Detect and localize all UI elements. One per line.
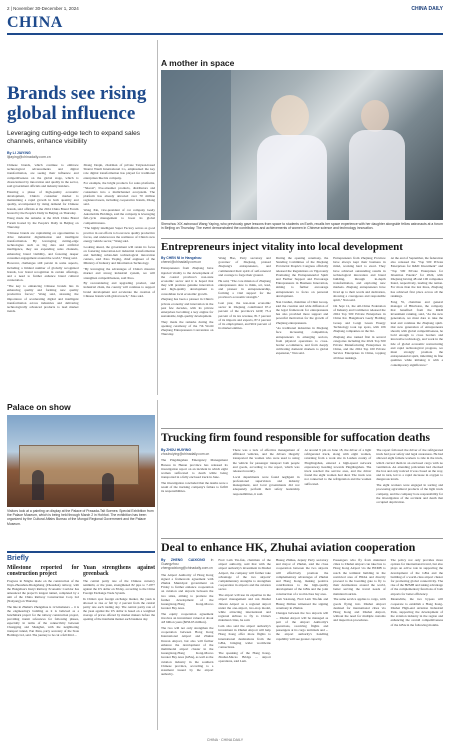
lead-byline	[7, 151, 155, 159]
lead-col-1	[7, 163, 79, 391]
deal-col-4	[333, 558, 385, 734]
deal-paragraph: The same service applies to cargo, with goods flying into Zhuhai Airport destined for international cities via Hong Kong and Zhuhai Airport, without the need for multiple customs and inspection procedures.	[333, 597, 386, 623]
brief-paragraph: Progress in Ningbo made on the construction of the Jinyu-Zhoushan-Zhongshang (Zhoushan) railway, with the Hangzhou's Kuiyi Railway Economic Corridor has announced the project's longest tunnel, completed by a unit of the China Railway Construction Corp Ltd (Nanyang) on Thursday.	[7, 579, 79, 604]
entrepreneurs-paragraph: At the end of September, the federation also released the "Top 500 Private Enterprises for R&D Investment" and "Top 500 Private Enterprises for Invention Patents" for 2024, with Zhejiang having 48 and 106 companies listed, respectively, leading the nation. For more than the last three, Zhejiang has achieved first place across all the rankings.	[390, 256, 443, 298]
deal-paragraph: Changes between the two airports will ... Zhuhai Airport will be managed as part of the Airport Authority's operations, receiving flights and passengers at its cargo terminals and ... the airport authority's handling capability will see greater capacity.	[275, 611, 329, 641]
entrepreneurs-paragraph: Wang Hao, Party secretary and governor of Zhejiang, praised Zhejiang's entrepreneurs, and commended their spirit of self-renewal and courage to forge their ground.	[218, 256, 271, 277]
entrepreneurs-paragraph: They made the remarks during the opening ceremony of the 7th World Zhejiang Entrepreneurs Convention on Thursday.	[161, 319, 214, 337]
lead-paragraph: Entering a phase of high-quality economic development, China's consumer market is maintaining a rapid growth in both quantity and quality, accompanied by rising demand for Chinese brands, said officials at the 2024 China Brand Forum hosted by the People's Daily in Beijing on Thursday.	[7, 189, 79, 215]
deal-story	[161, 558, 443, 734]
trucking-headline: Trucking firm found responsible for suffocation deaths	[161, 432, 430, 444]
issue-date: 2 | November 30-December 1, 2024	[7, 6, 79, 11]
lead-paragraph: Looking ahead, the government will retain its focus on fostering innovation-led industrial transformation and building urban-hub technological innovation centers, said Xiao Yaqing, chief engineer of the Ministry of Industry and Information Technology.	[83, 244, 155, 266]
entrepreneurs-paragraph: Feng Yi, chairman and general manager of Hikvision, the company that benefited from the R&D investment ranking, said, "As the new generation, we must dare to take the lead and continue the Zhejiang spirit. Our new generation of entrepreneurs should, with global competitiveness, be bold enough to cross borders and innovative technology, and work in the tide of global economic restructuring and rapid technological progress, we must strongly promote the entrepreneurial spirit, inheriting its fine qualities while imbuing it with a contemporary significance."	[390, 299, 443, 367]
section-rule	[7, 33, 443, 35]
trucking-paragraph: The eight workers were engaged in sorting and processing agricultural products of the light truck company, and the company bore responsibility for the investigation of the accident and death that occupied deprivation.	[376, 483, 443, 504]
lead-byline-name: By LI JIAYING	[7, 151, 31, 155]
entrepreneurs-col-1	[161, 256, 213, 396]
lead-col-2	[84, 163, 156, 391]
briefly-body	[7, 562, 155, 734]
visitor-silhouette	[32, 470, 44, 500]
trucking-col-4	[376, 448, 443, 536]
page-footer: CHINA · CHINA DAILY	[206, 738, 244, 742]
entrepreneurs-col-5	[391, 256, 443, 396]
lead-paragraph: Wang made the remarks at the 2024 China Brand Forum hosted by the People's Daily in Beijing on Thursday.	[7, 216, 79, 229]
briefly-label: Briefly	[7, 551, 155, 562]
deal-byline	[161, 558, 213, 571]
trucking-paragraph: At around 9 pm on June 18, the driver of a light refrigerated truck, along with eight women, returning from a work site in Lushan county of Pingdingshan, entered a high-speed network expressway heading towards Pingdingshan. The truck reached the service area, and the driver found the eight women had died. The truck was not connected to the refrigeration and the women suffocated.	[304, 448, 372, 486]
lead-story	[7, 38, 155, 391]
entrepreneurs-paragraph: Last year, the non-state economic sector in Zhejiang contributed 67.2 percent of the province's GDP, 73.4 percent of its tax revenue, 81.7 percent of its imports and exports, 87.2 percent of its employment, and 96.9 percent of its market entities.	[218, 301, 271, 331]
deal-byline-email: zhengcaixiong@chinadaily.com.cn	[161, 566, 213, 571]
entrepreneurs-paragraph: During the opening ceremony, the Standing Committee of the Zhejiang Provincial People's Congress officially released the Regulations on Vigorously Promoting the Entrepreneurial Spirit and Further Support and Encourage Entrepreneurs in Business Innovation, aiming to further encourage entrepreneurs to focus on personal development.	[275, 256, 329, 298]
lead-paragraph: "The key to enhancing Chinese brands lies in enhancing quality and forming new quality productive forces," Wang said, stressing the importance of accelerating digital and intelligent transformation across industries and delivering technologically advanced products to lead market trends.	[7, 283, 79, 314]
entrepreneurs-paragraph: He said, "The core mission of Zhejiang entrepreneurs dare to think, act, lead, and pioneer in entrepreneurship, forming a vital support for the province's economic strength."	[218, 278, 271, 300]
brief-paragraph: In China's spot foreign exchange market, the yuan is allowed to rise or fall by 2 percent from the central parity rate each trading day. The central parity rate of the yuan against the US dollar is based on a weighted average of prices offered by market makers before the opening of the interbank market each business day.	[83, 596, 155, 621]
lead-paragraph: "Chinese brands are capitalizing on opportunities to drive industrial digitalization and intelligent transformation. By leveraging cutting-edge technologies such as big data and artificial intelligence, they are expanding sales channels, enhancing brand visibility, and fostering deeper consumer engagement around the world," Wang said.	[7, 230, 79, 260]
entrepreneurs-col-3	[276, 256, 328, 396]
lead-paragraph: Chinese brands, which continue to embrace technological advancements and digital transformation, are seeing their influence and competitiveness on the global stage, which is characterized by innovation and quality in the sector, said government officials and industry insiders.	[7, 163, 79, 189]
entrepreneurs-body	[161, 256, 443, 396]
briefly-col-1	[7, 562, 79, 734]
photo-figure-head	[271, 95, 309, 137]
trucking-body	[161, 448, 443, 536]
mother-label: A mother in space	[161, 58, 235, 68]
palace-caption: Visitors look at a painting on display at the Palace of Prasada-Tsit Scenes: Special Exhibition from the Palace Museum, which is being held through March 2 in Hohhot. The exhibition has been organized by the Cultural Affairs Bureau of the Mongol Regional Government and the Palace Museum.	[7, 509, 154, 526]
masthead	[7, 4, 443, 13]
deal-paragraph: The two will not only strengthen the cooperation between Hong Kong International Airport and Zhuhai Jinwan Airport, but also will further enhance the development of the multimodal airport cluster in the Guangdong-Hong Kong-Macao Greater Bay Area (GBA), as well as the aviation industry in the southern Chinese province, according to a statement issued by the airport authority.	[161, 626, 214, 677]
brief-headline: Milestone reported for construction project	[7, 565, 79, 578]
section-title: CHINA	[7, 14, 63, 31]
lead-paragraph: For example, the bright products for sales platforms, "Shaoxi", live-streamer products, distributors and consumers into a multichannel ecosystem. The platform has already attracted over 70 million registered users, including cooperative brands, Zhang said.	[83, 181, 155, 207]
trucking-col-2	[233, 448, 300, 536]
briefly-section	[7, 551, 155, 734]
deal-body	[161, 558, 443, 734]
entrepreneurs-byline	[161, 256, 213, 264]
deal-paragraph: Lam Sai-hung, Fred Lam Tin-fuk and Huang Zhihua witnessed the signing ceremony in Zhuhai.	[275, 597, 329, 610]
entrepreneurs-paragraph: Zhejiang also ranked first in several categories including the 2024 Top 500 Private Manufacturing Enterprises in China, and the 2024 Top 100 Private Service Enterprises in China, topping all three rankings.	[333, 334, 386, 360]
mother-caption: Shenzhou XIX astronaut Wang Yaping, who previously gave lessons from space to students on Earth, recalls her space experience with her daughter alongside fellow astronauts at a forum in Beijing on Thursday. The event demonstrated the contributions and achievements of women in Chinese science and technology innovation.	[161, 222, 443, 231]
trucking-byline	[161, 448, 228, 456]
lead-paragraph: Wang Xin, vice-president of car company Geely Automobile Holdings, said the company is leveraging full-cycle management to boost its global competitiveness.	[83, 208, 155, 225]
deal-paragraph: The speaking of the Hong Kong-Zhuhai-Macao Bridge ... airport operations, said Lam.	[218, 650, 271, 664]
visitor-silhouette-2	[102, 473, 114, 501]
deal-paragraph: The equity cooperation agreement involves an investment valued at about 4.8 billion yuan ($656.65 million).	[161, 611, 214, 625]
photo-figure-head-2	[361, 100, 389, 132]
deal-paragraph: Passengers who fly from mainland cities to Zhuhai Airport can take bus to Hong Kong Airport via the HZMB to reach the terminal building in the restricted area of HKIA and directly proceed to the boarding gate to fly to their destinations around the world, better serving the travel needs of mainland tourists.	[333, 558, 386, 596]
entrepreneurs-col-2	[218, 256, 270, 396]
briefly-col-2	[83, 562, 155, 734]
deal-col-2	[218, 558, 270, 734]
palace-label: Palace on show	[7, 402, 71, 412]
trucking-col-1	[161, 448, 228, 536]
entrepreneurs-byline-name: By CHEN NI in Hangzhou	[161, 256, 202, 260]
entrepreneurs-headline: Entrepreneurs inject vitality into local development	[161, 241, 403, 253]
deal-headline: Deal to enhance HK, Zhuhai aviation cooperation	[161, 540, 416, 554]
entrepreneurs-paragraph: "As traditional industries in Zhejiang face increasing competition, entrepreneurs in emerging sectors, from physical operations to cross-border e-commerce, and from deeply cultivating domestic markets to global expansion," Nan said.	[275, 326, 329, 356]
column-divider	[157, 40, 158, 395]
deal-byline-location: in Guangzhou	[161, 558, 214, 567]
deal-paragraph: The Airport Authority of Hong Kong signed a framework agreement with Zhuhai Municipal government on Friday to further enhance cooperation on aviation and airports between the two sides, aiming to promote the further development of the Guangdong-Hong Kong-Macao Greater Bay Area.	[161, 572, 214, 611]
photo-figure-suit	[257, 135, 327, 220]
photo-figure-suit-2	[349, 130, 405, 220]
trucking-paragraph: The report followed the driver of the refrigerated truck had poor safety and legal awareness. He had allowed eight female workers to ride in the truck, which carried them in an enclosed cargo with no ventilation. An attending policeman had checked the box and only noticed it was closed on the way, and in turn, led to a rapid decrease in oxygen to dangerous levels.	[376, 448, 443, 482]
entrepreneurs-paragraph: Zhejiang has been a pioneer in China's private economy and innovation in the past few decades, with its private enterprises becoming a key engine for sustainable, high-quality development.	[161, 297, 214, 319]
trucking-byline-email: zhouhuiying@chinadaily.com.cn	[161, 452, 210, 457]
divider	[161, 538, 443, 539]
trucking-col-3	[305, 448, 372, 536]
brief-paragraph: The line in Zhuhai's Zhengzhou is 12 kilometers ... it is the engineering's building as it is believed as a benchmark project for the railway construction project, providing transit references for following phases, especially in terms of the connectivity between Chongqing and Shanghai, with the neighboring transport tunnel, Pan Xinu, party secretary of the State Holdings Ltd, said. The journey to be cut a full third ...	[7, 604, 79, 637]
entrepreneurs-paragraph: Entrepreneurs from Zhejiang Province have always kept their business in mind, working hard to excel. They have achieved outstanding results in technological innovation and brand building, through in-depth transformation, and exploring new markets. Zhejiang entrepreneurs have lived up to their words and dedication, showing a courageous and responsible spirit," Nan said.	[333, 256, 386, 303]
entrepreneurs-story	[161, 256, 443, 396]
deal-paragraph: The airport will use its expertise in the airport management and run Zhuhai Jinwan Airport as a regional airport under the one-airport, two-stop model, while attracting international and regional airlines to fly to China's mainland cities, he said.	[218, 593, 271, 623]
deal-paragraph: Lam also said the airport authority's investment in Zhuhai Airport will help Hong Kong offer more flights to international destinations from the GBA, bringing wider worldwide connections.	[218, 624, 271, 650]
deal-paragraph: The policy not only provides more options for international travel, but also plays an active role in supporting the development of the GBA and the building of a world-class airport cluster for promoting global connectivity. The rise of the HZMB and taking advantage of the complementary functions of both airports for better efficiency.	[390, 558, 443, 596]
divider	[161, 428, 443, 429]
lead-paragraph: By reconsidering and upgrading product, and industrial chain, the country will continue to support brand development and accelerate the creation of Chinese brands with global reach," Xiao said.	[83, 281, 155, 298]
deal-byline-name: By ZHENG CAIXIONG	[161, 558, 206, 562]
astronaut-photo	[161, 70, 443, 220]
publication-name: CHINA DAILY	[411, 5, 443, 12]
palace-photo	[7, 415, 155, 507]
trucking-paragraph: Local departments were found negligent in professional supervision and industry management, and local governments did not adequately perform their safety leadership responsibilities, it said.	[232, 474, 300, 496]
entrepreneurs-byline-email: chenni@chinadaily.com.cn	[161, 260, 202, 265]
lead-paragraph: However, challenges still persist in some aspects, including a limited number of globally recognized brands, low brand recognition in certain offerings, and a need to further enhance brand cultural connotation.	[7, 261, 79, 283]
trucking-paragraph: There was a lack of effective management of affiliated vehicles, and the drivers illegally transported the women who were used to using the vehicle for passenger transport both people and goods, according to the report, which was released recently.	[232, 448, 300, 474]
entrepreneurs-paragraph: Entrepreneurs from Zhejiang have injected vitality to the development of the coastal province's non-state economic sector and it is hoped that they will promote genuine innovation and high-quality development to consolidate local economic growth.	[161, 266, 214, 296]
lead-paragraph: Zhang Deqin, chairman of private Taiyuan-based Shanxi Wanli International Co, emphasized the key role digital transformation has played for traditional enterprises like his company.	[83, 163, 155, 180]
entrepreneurs-paragraph: Nan Cunhui, chairman of Chint Group, said the creation and wide diffusion of the legal framework for entrepreneurs has also provided more support and powerful motivation for the growth of Zhejiang entrepreneurs.	[275, 299, 329, 325]
trucking-story	[161, 448, 443, 536]
deal-paragraph: Huang Zhihua, deputy Party secretary and mayor of Zhuhai, said the close cooperation between the two airports will effectively promote the complementary advantages of Zhuhai and Hong Kong, making positive contributions to the high-quality development of the GBA and the joint construction of a world-class bay area.	[275, 558, 329, 596]
deal-paragraph: Fred Lam Tin-fuk, chairman of the airport authority, said that with the airport authority's investment in Zhuhai Airport, the company will further take advantage of the two airports' complementary strengths to strengthen cooperation in airports and the aviation sector.	[218, 558, 271, 592]
column-divider	[157, 400, 158, 730]
entrepreneurs-paragraph: On Sept 12, the All-China Federation of Industry and Commerce released the 2024 Top 500 Private Enterprises in China list. Hangzhou's Geely Holding Group and Longi Green Energy Technology took top spots, with 106 Zhejiang companies on the list.	[333, 303, 386, 333]
divider	[161, 238, 443, 239]
lead-byline-email: lijiaying@chinadaily.com.cn	[7, 155, 51, 159]
deal-col-1	[161, 558, 213, 734]
deal-col-5	[391, 558, 443, 734]
entrepreneurs-col-4	[333, 256, 385, 396]
trucking-paragraph: The Pingdingshan Emergency Management Bureau in Henan province has released its investigation report on an incident in which eight women suffocated to death while being transported in a fully enclosed truck in June.	[161, 458, 228, 480]
lead-deck: Leveraging cutting-edge tech to expand sales channels, enhance visibility	[7, 130, 141, 145]
trucking-paragraph: The investigation concluded that the deaths were a result of the trucking company's failure to fulfill its responsibilities.	[161, 480, 228, 494]
brief-headline: Yuan strengthens against greenback	[83, 565, 155, 578]
deal-col-3	[276, 558, 328, 734]
lead-body	[7, 163, 155, 391]
lead-headline: Brands see rising global influence	[7, 83, 147, 124]
brief-paragraph: The central parity rate of the Chinese currency renminbi, or the yuan, strengthened 82 pips to 7.1877 against the US dollar on Friday, according to the China Foreign Exchange Trade System.	[83, 579, 155, 596]
lead-paragraph: "By leveraging the advantages of China's massive market and strong industrial system, we will strengthen competitiveness, said Xiao.	[83, 267, 155, 280]
trucking-byline-name: By ZHOU HUIYING	[161, 448, 191, 452]
photo-backdrop-left	[161, 70, 231, 220]
lead-paragraph: "The highly intelligent Super Factory serves as good practice in our efforts to boost new quality productive forces, and underscores the resilience of China's new energy vehicle sector," Wang said.	[83, 226, 155, 243]
deal-paragraph: Meanwhile, the two bypass will cooperate to establish a Hong Kong-Zhuhai High-end Aviation Industrial Park, supporting the development of the aviation industry in the region and enhancing the overall competitiveness of the GBA in the following months.	[390, 597, 443, 627]
